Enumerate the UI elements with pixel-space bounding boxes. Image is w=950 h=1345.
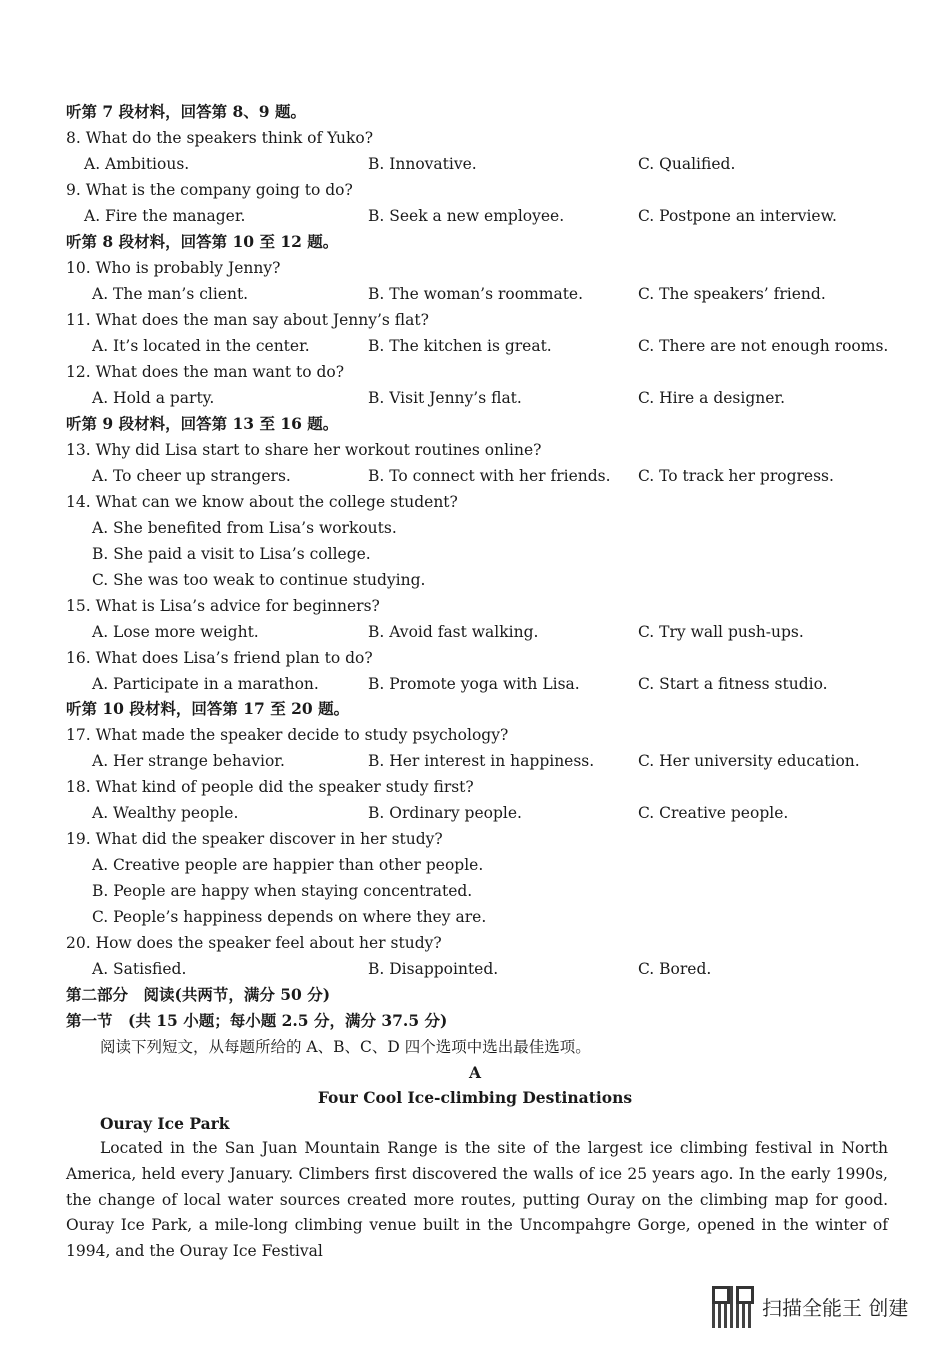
- part2-instruction: 阅读下列短文，从每题所给的 A、B、C、D 四个选项中选出最佳选项。: [100, 1038, 591, 1056]
- q10-option-a: A. The man’s client.: [92, 285, 249, 303]
- q12-option-c: C. Hire a designer.: [638, 389, 786, 407]
- q17-option-b: B. Her interest in happiness.: [368, 752, 595, 770]
- question-13: 13. Why did Lisa start to share her workout routines online?: [66, 441, 542, 459]
- section-heading-7: 听第 7 段材料，回答第 8、9 题。: [66, 102, 306, 121]
- part2-title: 第二部分 阅读(共两节，满分 50 分): [66, 985, 331, 1004]
- q8-option-a: A. Ambitious.: [84, 155, 190, 173]
- question-20: 20. How does the speaker feel about her study?: [66, 934, 442, 952]
- question-19: 19. What did the speaker discover in her study?: [66, 830, 443, 848]
- question-11: 11. What does the man say about Jenny’s flat?: [66, 311, 429, 329]
- question-17: 17. What made the speaker decide to study psychology?: [66, 726, 509, 744]
- q9-option-a: A. Fire the manager.: [84, 207, 246, 225]
- question-12: 12. What does the man want to do?: [66, 363, 345, 381]
- q19-option-a: A. Creative people are happier than other people.: [92, 856, 484, 874]
- question-16: 16. What does Lisa’s friend plan to do?: [66, 649, 373, 667]
- section-heading-8: 听第 8 段材料，回答第 10 至 12 题。: [66, 232, 339, 251]
- q10-option-c: C. The speakers’ friend.: [638, 285, 826, 303]
- q13-option-c: C. To track her progress.: [638, 467, 834, 485]
- q16-option-b: B. Promote yoga with Lisa.: [368, 675, 580, 693]
- q16-option-a: A. Participate in a marathon.: [92, 675, 319, 693]
- q14-option-c: C. She was too weak to continue studying.: [92, 571, 426, 589]
- q15-option-a: A. Lose more weight.: [92, 623, 259, 641]
- q19-option-b: B. People are happy when staying concentrated.: [92, 882, 473, 900]
- part2-section1: 第一节 (共 15 小题；每小题 2.5 分，满分 37.5 分): [66, 1011, 448, 1030]
- question-10: 10. Who is probably Jenny?: [66, 259, 281, 277]
- q20-option-c: C. Bored.: [638, 960, 712, 978]
- question-15: 15. What is Lisa’s advice for beginners?: [66, 597, 380, 615]
- watermark-text: 扫描全能王 创建: [762, 1296, 909, 1320]
- question-8: 8. What do the speakers think of Yuko?: [66, 129, 374, 147]
- q20-option-a: A. Satisfied.: [92, 960, 187, 978]
- scanner-watermark: [712, 1286, 932, 1330]
- q9-option-c: C. Postpone an interview.: [638, 207, 837, 225]
- passage-paragraph: Located in the San Juan Mountain Range is the site of the largest ice climbing festival in North America, held every January. Climbers first discovered the walls of ice 25 years ago. In the early 1990s, the change of local water sources created more routes, putting Ouray on the climbing map for good. Ouray Ice Park, a mile-long climbing venue built in the Uncompahgre Gorge, opened in the winter of 1994, and the Ouray Ice Festival: [66, 1139, 888, 1261]
- q12-option-b: B. Visit Jenny’s flat.: [368, 389, 522, 407]
- section-heading-10: 听第 10 段材料，回答第 17 至 20 题。: [66, 699, 350, 718]
- question-9: 9. What is the company going to do?: [66, 181, 353, 199]
- question-18: 18. What kind of people did the speaker study first?: [66, 778, 474, 796]
- question-14: 14. What can we know about the college student?: [66, 493, 458, 511]
- q18-option-c: C. Creative people.: [638, 804, 789, 822]
- section-heading-9: 听第 9 段材料，回答第 13 至 16 题。: [66, 414, 339, 433]
- q15-option-c: C. Try wall push-ups.: [638, 623, 804, 641]
- q15-option-b: B. Avoid fast walking.: [368, 623, 539, 641]
- q20-option-b: B. Disappointed.: [368, 960, 499, 978]
- q8-option-b: B. Innovative.: [368, 155, 477, 173]
- q8-option-c: C. Qualified.: [638, 155, 736, 173]
- q16-option-c: C. Start a fitness studio.: [638, 675, 828, 693]
- q19-option-c: C. People’s happiness depends on where they are.: [92, 908, 487, 926]
- q17-option-c: C. Her university education.: [638, 752, 860, 770]
- qr-code-icon: [712, 1286, 754, 1328]
- q11-option-b: B. The kitchen is great.: [368, 337, 552, 355]
- q9-option-b: B. Seek a new employee.: [368, 207, 565, 225]
- q13-option-a: A. To cheer up strangers.: [92, 467, 291, 485]
- q14-option-a: A. She benefited from Lisa’s workouts.: [92, 519, 397, 537]
- q14-option-b: B. She paid a visit to Lisa’s college.: [92, 545, 371, 563]
- q11-option-a: A. It’s located in the center.: [92, 337, 310, 355]
- q17-option-a: A. Her strange behavior.: [92, 752, 285, 770]
- q18-option-a: A. Wealthy people.: [92, 804, 239, 822]
- q13-option-b: B. To connect with her friends.: [368, 467, 611, 485]
- passage-title: Four Cool Ice-climbing Destinations: [317, 1088, 633, 1107]
- q11-option-c: C. There are not enough rooms.: [638, 337, 889, 355]
- q12-option-a: A. Hold a party.: [92, 389, 215, 407]
- q18-option-b: B. Ordinary people.: [368, 804, 522, 822]
- passage-letter: A: [468, 1063, 482, 1082]
- q10-option-b: B. The woman’s roommate.: [368, 285, 584, 303]
- passage-subheading: Ouray Ice Park: [100, 1114, 230, 1133]
